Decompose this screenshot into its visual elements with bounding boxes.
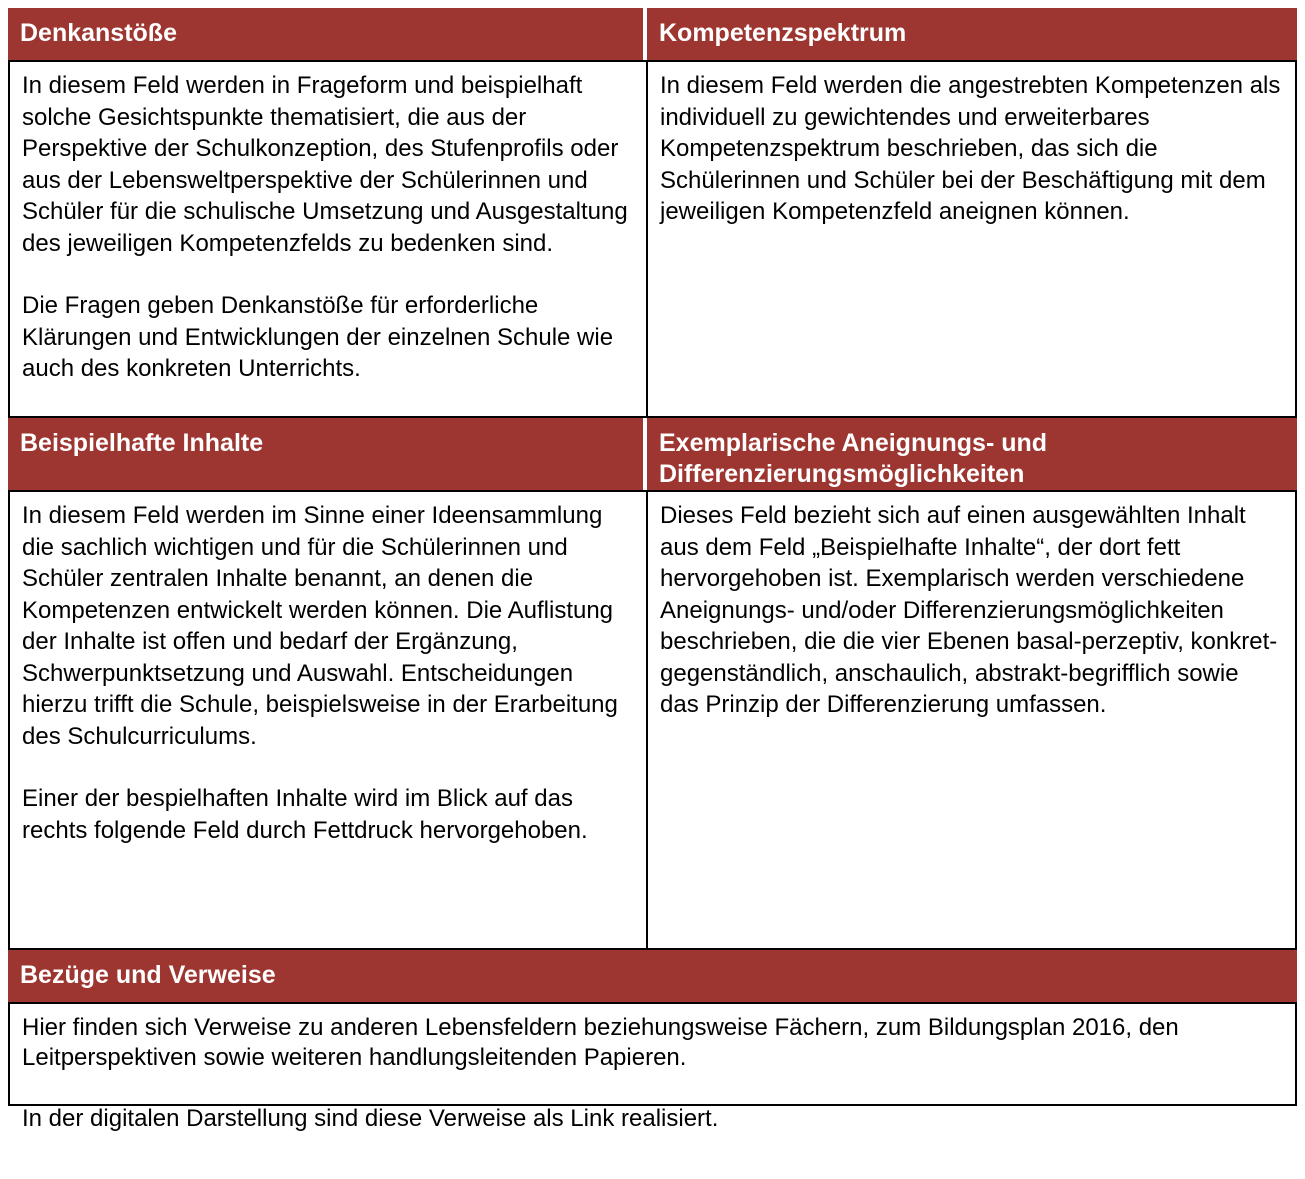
section-1-header-right-cell bbox=[647, 8, 1297, 60]
section-1-body-row bbox=[8, 60, 1297, 418]
text-block-denkanstoesse bbox=[8, 60, 647, 418]
section-2-header-row bbox=[8, 418, 1297, 490]
paragraph: Dieses Feld bezieht sich auf einen ausgewählten Inhalt aus dem Feld „Beispielhafte Inhalte“, der dort fett hervorgehoben ist. Exemplarisch werden verschiedene Aneignungs- und/oder Differenzierungsmöglichkeiten beschrieben, die die vier Ebenen basal-perzeptiv, konkret-gegenständlich, anschaulich, abstrakt-begrifflich sowie das Prinzip der Differenzierung umfassen. bbox=[660, 502, 1278, 718]
header-kompetenzspektrum: Kompetenzspektrum bbox=[647, 8, 1297, 60]
section-1-header-left-cell bbox=[8, 8, 647, 60]
info-table bbox=[8, 8, 1297, 1132]
paragraph: Einer der bespielhaften Inhalte wird im Blick auf das rechts folgende Feld durch Fettdruck hervorgehoben. bbox=[22, 785, 588, 844]
section-2-body-left-cell bbox=[8, 490, 647, 950]
section-1-body-right-cell bbox=[647, 60, 1297, 418]
section-1-header-row bbox=[8, 8, 1297, 60]
paragraph: In diesem Feld werden die angestrebten Kompetenzen als individuell zu gewichtendes und erweiterbares Kompetenzspektrum beschrieben, das sich die Schülerinnen und Schüler bei der Beschäftigung mit dem jeweiligen Kompetenzfeld aneignen können. bbox=[660, 72, 1281, 225]
header-denkanstoesse: Denkanstöße bbox=[8, 8, 647, 60]
paragraph: Die Fragen geben Denkanstöße für erforderliche Klärungen und Entwicklungen der einzelnen Schule wie auch des konkreten Unterrichts. bbox=[22, 292, 614, 382]
header-exemplarische-aneignungs-und-differenzierungsmoeglichkeiten: Exemplarische Aneignungs- und Differenzierungsmöglichkeiten bbox=[647, 418, 1297, 490]
section-2-body-right-cell bbox=[647, 490, 1297, 950]
footer-body-cell bbox=[8, 1002, 1297, 1132]
text-block-exemplarische-aneignung bbox=[647, 490, 1297, 950]
section-2-body-row bbox=[8, 490, 1297, 950]
footer-body-row bbox=[8, 1002, 1297, 1106]
text-block-beispielhafte-inhalte bbox=[8, 490, 647, 950]
paragraph: In diesem Feld werden im Sinne einer Ideensammlung die sachlich wichtigen und für die Schülerinnen und Schüler zentralen Inhalte benannt, an denen die Kompetenzen entwickelt werden können. Die Auflistung der Inhalte ist offen und bedarf der Ergänzung, Schwerpunktsetzung und Auswahl. Entscheidungen hierzu trifft die Schule, beispielsweise in der Erarbeitung des Schulcurriculums. bbox=[22, 502, 618, 750]
text-block-bezuege-und-verweise bbox=[8, 1002, 1297, 1132]
paragraph: In diesem Feld werden in Frageform und beispielhaft solche Gesichtspunkte thematisiert, die aus der Perspektive der Schulkonzeption, des Stufenprofils oder aus der Lebensweltperspektive der Schülerinnen und Schüler für die schulische Umsetzung und Ausgestaltung des jeweiligen Kompetenzfelds zu bedenken sind. bbox=[22, 72, 628, 257]
section-1-body-left-cell bbox=[8, 60, 647, 418]
header-bezuege-und-verweise: Bezüge und Verweise bbox=[8, 950, 1297, 1002]
section-2-header-left-cell bbox=[8, 418, 647, 490]
footer-line-1: Hier finden sich Verweise zu anderen Lebensfeldern beziehungsweise Fächern, zum Bildungsplan 2016, den Leitperspektiven sowie weiteren handlungsleitenden Papieren. bbox=[22, 1014, 1179, 1071]
footer-header-row bbox=[8, 950, 1297, 1002]
footer-line-2: In der digitalen Darstellung sind diese Verweise als Link realisiert. bbox=[22, 1105, 719, 1132]
header-beispielhafte-inhalte: Beispielhafte Inhalte bbox=[8, 418, 647, 490]
footer-header-cell bbox=[8, 950, 1297, 1002]
text-block-kompetenzspektrum bbox=[647, 60, 1297, 418]
section-2-header-right-cell bbox=[647, 418, 1297, 490]
